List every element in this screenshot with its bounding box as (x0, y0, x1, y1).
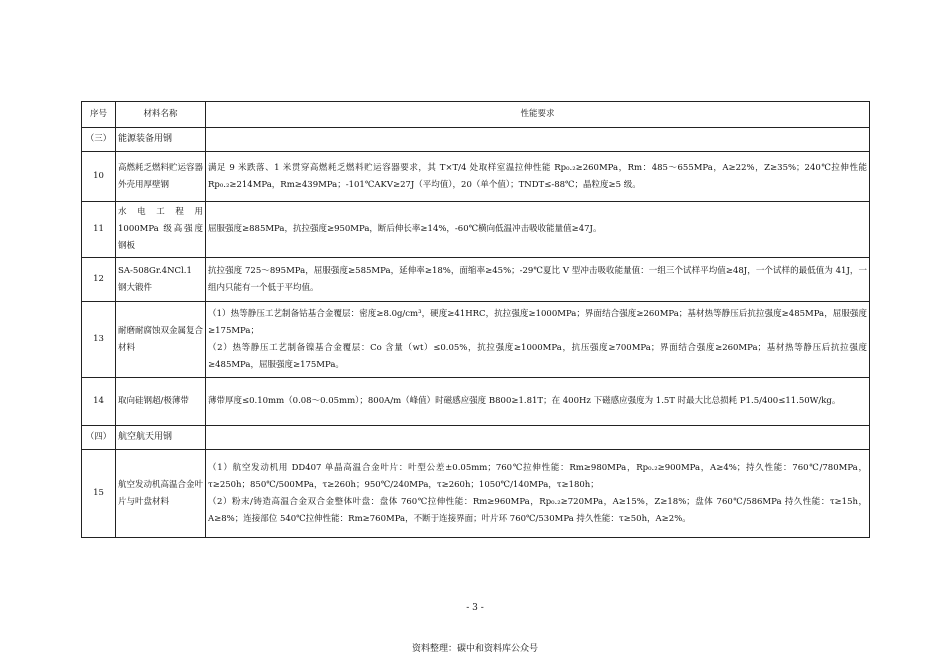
table-row (82, 450, 870, 538)
row-material-name: 取向硅钢超/极薄带 (116, 378, 206, 426)
header-seq: 序号 (82, 102, 116, 128)
row-seq: 13 (82, 302, 116, 378)
section-seq: （四） (82, 426, 116, 450)
table-row (82, 378, 870, 426)
table-row (82, 152, 870, 202)
row-material-name: 航空发动机高温合金叶片与叶盘材料 (116, 450, 206, 538)
section-row-aerospace (82, 426, 870, 450)
performance-requirements-table (81, 101, 870, 538)
row-seq: 12 (82, 258, 116, 302)
requirement-text: （2）热等静压工艺制备镍基合金覆层：Co 含量（wt）≤0.05%，抗拉强度≥1000MPa，抗压强度≥700MPa；界面结合强度≥260MPa；基材热等静压后抗拉强度≥485MPa，屈服强度≥175MPa。 (208, 342, 867, 370)
row-requirement (206, 202, 870, 258)
table-row (82, 258, 870, 302)
section-name: 航空航天用钢 (116, 426, 206, 450)
section-seq: （三） (82, 128, 116, 152)
row-material-name: 水电工程用 1000MPa 级高强度钢板 (116, 202, 206, 258)
requirement-text: 薄带厚度≤0.10mm（0.08～0.05mm）；800A/m（峰值）时磁感应强度 B800≥1.81T；在 400Hz 下磁感应强度为 1.5T 时最大比总损耗 P1.5/400≤11.50W/kg。 (208, 396, 841, 406)
row-material-name: 高燃耗乏燃料贮运容器外壳用厚壁钢 (116, 152, 206, 202)
section-row-energy (82, 128, 870, 152)
row-material-name: 耐磨耐腐蚀双金属复合材料 (116, 302, 206, 378)
table-row (82, 302, 870, 378)
row-seq: 11 (82, 202, 116, 258)
row-requirement (206, 152, 870, 202)
header-material-name: 材料名称 (116, 102, 206, 128)
requirement-text: 屈服强度≥885MPa，抗拉强度≥950MPa，断后伸长率≥14%，-60℃横向低温冲击吸收能量值≥47J。 (208, 224, 602, 234)
section-empty-cell (206, 128, 870, 152)
row-material-name: SA-508Gr.4NCl.1 钢大锻件 (116, 258, 206, 302)
requirement-text: （1）热等静压工艺制备钴基合金覆层：密度≥8.0g/cm³，硬度≥41HRC，抗拉强度≥1000MPa；界面结合强度≥260MPa；基材热等静压后抗拉强度≥485MPa，屈服强度≥175MPa； (208, 308, 867, 336)
section-empty-cell (206, 426, 870, 450)
requirement-text: 抗拉强度 725～895MPa，屈服强度≥585MPa，延伸率≥18%，面缩率≥45%；-29℃夏比 V 型冲击吸收能量值：一组三个试样平均值≥48J，一个试样的最低值为 41J，一组内只能有一个低于平均值。 (208, 265, 867, 293)
row-requirement (206, 302, 870, 378)
table-header-row (82, 102, 870, 128)
requirement-text: （2）粉末/铸造高温合金双合金整体叶盘：盘体 760℃拉伸性能：Rm≥960MPa，Rp₀.₂≥720MPa，A≥15%，Z≥18%；盘体 760℃/586MPa 持久性能：τ≥15h，A≥8%；连接部位 540℃拉伸性能：Rm≥760MPa，不断于连接界面；叶片环 760℃/530MPa 持久性能：τ≥50h，A≥2%。 (208, 496, 867, 524)
requirement-text: （1）航空发动机用 DD407 单晶高温合金叶片：叶型公差±0.05mm；760℃拉伸性能：Rm≥980MPa，Rp₀.₂≥900MPa，A≥4%；持久性能：760℃/780MPa，τ≥250h；850℃/500MPa，τ≥260h；950℃/240MPa，τ≥260h；1050℃/140MPa，τ≥180h； (208, 462, 867, 490)
row-requirement (206, 450, 870, 538)
row-requirement (206, 258, 870, 302)
table-row (82, 202, 870, 258)
footer-source-note: 资料整理：碳中和资料库公众号 (411, 644, 538, 654)
header-performance-requirements: 性能要求 (206, 102, 870, 128)
page-number: - 3 - (466, 603, 484, 613)
row-seq: 10 (82, 152, 116, 202)
requirement-text: 满足 9 米跌落、1 米贯穿高燃耗乏燃料贮运容器要求，其 T×T/4 处取样室温拉伸性能 Rp₀.₂≥260MPa，Rm：485～655MPa，A≥22%，Z≥35%；240℃拉伸性能 Rp₀.₂≥214MPa，Rm≥439MPa；-101℃AKV≥27J（平均值），20（单个值）；TNDT≤-88℃；晶粒度≥5 级。 (208, 162, 867, 190)
row-seq: 15 (82, 450, 116, 538)
row-seq: 14 (82, 378, 116, 426)
row-requirement (206, 378, 870, 426)
section-name: 能源装备用钢 (116, 128, 206, 152)
